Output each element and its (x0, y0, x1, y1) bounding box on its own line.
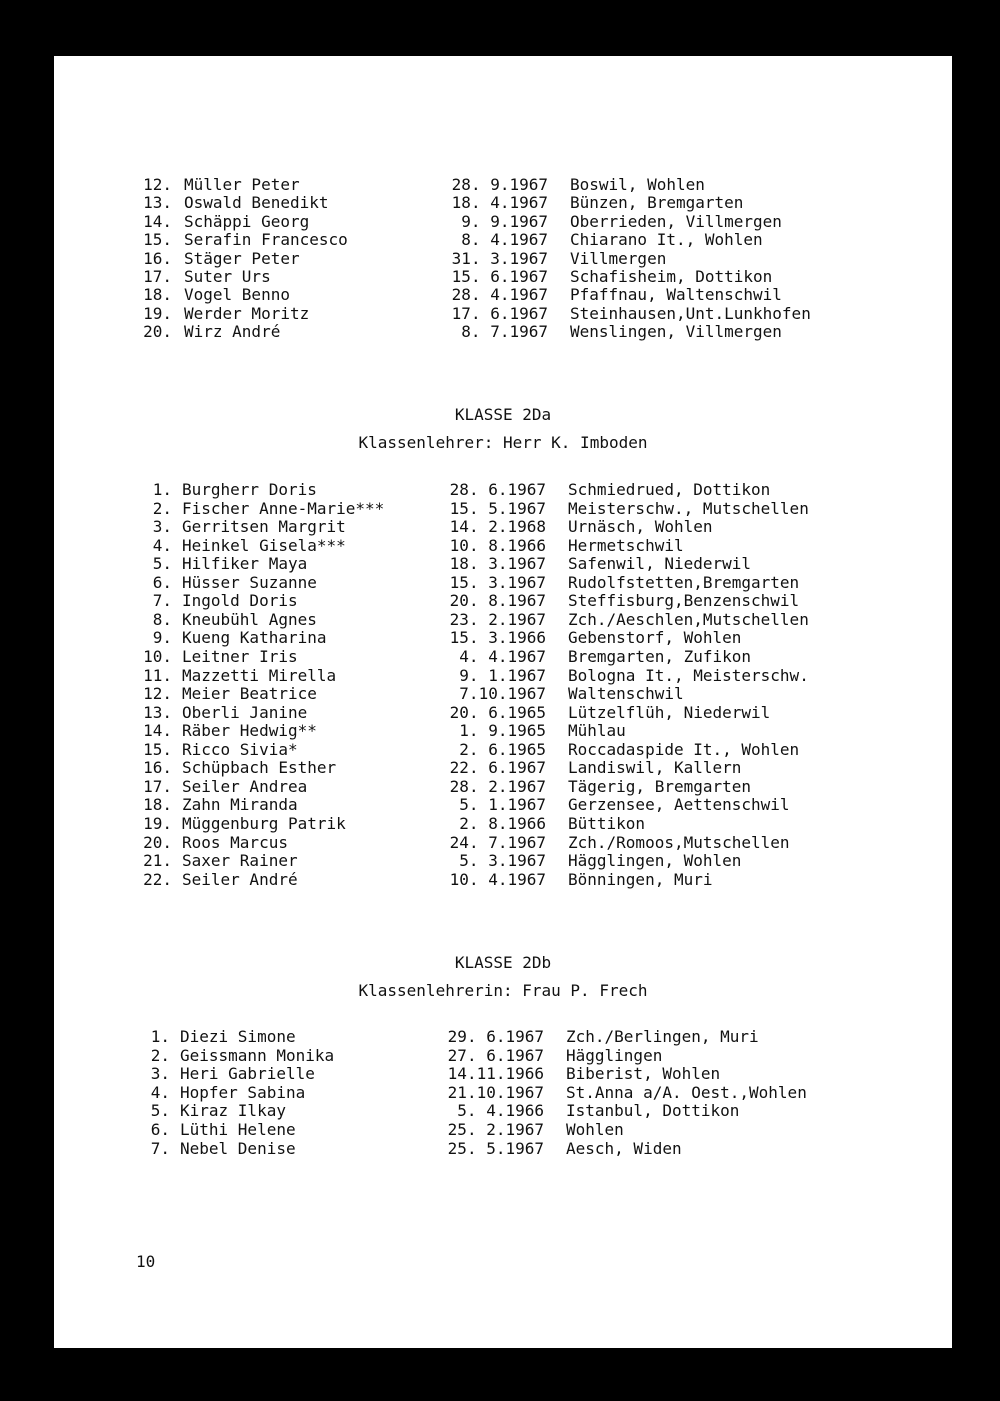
student-row (54, 323, 952, 341)
student-name: Hopfer Sabina (180, 1082, 306, 1102)
student-name: Schüpbach Esther (182, 758, 337, 778)
origin-residence: Istanbul, Dottikon (566, 1101, 740, 1121)
origin-residence: Safenwil, Niederwil (568, 554, 752, 574)
origin-residence: Schmiedrued, Dottikon (568, 480, 771, 499)
student-name: Kueng Katharina (182, 628, 327, 648)
student-name: Serafin Francesco (184, 230, 348, 250)
birth-date: 8. 7.1967 (461, 322, 548, 342)
row-number: 7. (150, 1138, 170, 1158)
row-number: 1. (152, 480, 172, 499)
birth-date: 8. 4.1967 (461, 230, 548, 250)
student-name: Burgherr Doris (182, 480, 317, 499)
origin-residence: Zch./Romoos,Mutschellen (568, 832, 790, 852)
student-row (54, 741, 952, 759)
row-number: 10. (143, 647, 172, 666)
student-row (54, 286, 952, 304)
student-name: Suter Urs (184, 267, 271, 286)
student-name: Schäppi Georg (184, 211, 310, 231)
origin-residence: Schafisheim, Dottikon (570, 267, 773, 286)
student-name: Lüthi Helene (180, 1120, 296, 1139)
row-number: 22. (143, 869, 172, 889)
row-number: 16. (143, 758, 172, 778)
student-name: Oswald Benedikt (184, 193, 329, 213)
birth-date: 28. 9.1967 (451, 175, 548, 194)
student-row (54, 1065, 952, 1083)
student-row (54, 685, 952, 703)
origin-residence: Hägglingen, Wohlen (568, 851, 742, 870)
birth-date: 25. 2.1967 (447, 1120, 544, 1139)
birth-date: 28. 4.1967 (451, 285, 548, 305)
student-row (54, 852, 952, 870)
birth-date: 14. 2.1968 (449, 517, 546, 537)
birth-date: 29. 6.1967 (447, 1027, 544, 1046)
row-number: 6. (150, 1120, 170, 1139)
student-row (54, 815, 952, 833)
origin-residence: Boswil, Wohlen (570, 175, 705, 194)
origin-residence: Bologna It., Meisterschw. (568, 665, 809, 685)
student-row (54, 176, 952, 194)
birth-date: 2. 8.1966 (459, 813, 546, 833)
birth-date: 9. 1.1967 (459, 665, 546, 685)
student-name: Ricco Sivia* (182, 739, 298, 759)
row-number: 17. (143, 267, 172, 286)
row-number: 1. (150, 1027, 170, 1046)
student-name: Oberli Janine (182, 702, 308, 722)
row-number: 3. (152, 517, 172, 537)
student-name: Geissmann Monika (180, 1045, 335, 1065)
student-name: Heri Gabrielle (180, 1064, 315, 1084)
student-name: Müller Peter (184, 175, 300, 194)
student-row (54, 778, 952, 796)
birth-date: 21.10.1967 (447, 1082, 544, 1102)
row-number: 19. (143, 303, 172, 323)
birth-date: 15. 5.1967 (449, 498, 546, 518)
row-number: 2. (152, 498, 172, 518)
row-number: 16. (143, 248, 172, 268)
student-name: Hilfiker Maya (182, 554, 308, 574)
row-number: 13. (143, 702, 172, 722)
student-name: Seiler André (182, 869, 298, 889)
student-row (54, 537, 952, 555)
student-row (54, 1084, 952, 1102)
row-number: 17. (143, 776, 172, 796)
birth-date: 22. 6.1967 (449, 758, 546, 778)
birth-date: 15. 6.1967 (451, 267, 548, 286)
origin-residence: Lützelflüh, Niederwil (568, 702, 771, 722)
student-row (54, 667, 952, 685)
student-row (54, 796, 952, 814)
origin-residence: Wenslingen, Villmergen (570, 322, 782, 342)
origin-residence: Büttikon (568, 813, 646, 833)
student-row (54, 213, 952, 231)
student-name: Kneubühl Agnes (182, 609, 317, 629)
student-row (54, 194, 952, 212)
origin-residence: Aesch, Widen (566, 1138, 682, 1158)
birth-date: 1. 9.1965 (459, 721, 546, 741)
student-name: Zahn Miranda (182, 795, 298, 815)
row-number: 15. (143, 230, 172, 250)
birth-date: 27. 6.1967 (447, 1045, 544, 1065)
row-number: 6. (152, 572, 172, 592)
student-row (54, 1028, 952, 1046)
student-name: Leitner Iris (182, 647, 298, 666)
origin-residence: Meisterschw., Mutschellen (568, 498, 809, 518)
birth-date: 18. 3.1967 (449, 554, 546, 574)
student-name: Ingold Doris (182, 591, 298, 611)
student-row (54, 518, 952, 536)
document-page (54, 56, 952, 1348)
row-number: 3. (150, 1064, 170, 1084)
birth-date: 20. 8.1967 (449, 591, 546, 611)
origin-residence: Bremgarten, Zufikon (568, 647, 752, 666)
birth-date: 15. 3.1967 (449, 572, 546, 592)
row-number: 8. (152, 609, 172, 629)
row-number: 13. (143, 193, 172, 213)
origin-residence: Pfaffnau, Waltenschwil (570, 285, 782, 305)
class-2db-title: KLASSE 2Db (454, 953, 552, 972)
student-name: Diezi Simone (180, 1027, 296, 1046)
row-number: 18. (143, 795, 172, 815)
origin-residence: Hägglingen (566, 1045, 663, 1065)
class-2da-title: KLASSE 2Da (454, 405, 552, 424)
birth-date: 28. 6.1967 (449, 480, 546, 499)
student-row (54, 500, 952, 518)
student-row (54, 231, 952, 249)
student-row (54, 268, 952, 286)
student-row (54, 722, 952, 740)
origin-residence: Oberrieden, Villmergen (570, 211, 782, 231)
row-number: 11. (143, 665, 172, 685)
student-row (54, 871, 952, 889)
student-name: Räber Hedwig** (182, 721, 317, 741)
row-number: 20. (143, 322, 172, 342)
class-2db-teacher: Klassenlehrerin: Frau P. Frech (358, 981, 648, 1000)
birth-date: 14.11.1966 (447, 1064, 544, 1084)
birth-date: 9. 9.1967 (461, 211, 548, 231)
student-name: Seiler Andrea (182, 776, 308, 796)
student-row (54, 648, 952, 666)
origin-residence: Roccadaspide It., Wohlen (568, 739, 800, 759)
class-2da-teacher: Klassenlehrer: Herr K. Imboden (358, 433, 648, 452)
row-number: 5. (150, 1101, 170, 1121)
birth-date: 10. 8.1966 (449, 535, 546, 555)
row-number: 2. (150, 1045, 170, 1065)
student-row (54, 704, 952, 722)
birth-date: 7.10.1967 (459, 684, 546, 703)
origin-residence: Mühlau (568, 721, 626, 741)
student-row (54, 1121, 952, 1139)
student-row (54, 250, 952, 268)
origin-residence: Landiswil, Kallern (568, 758, 742, 778)
row-number: 12. (143, 175, 172, 194)
row-number: 18. (143, 285, 172, 305)
origin-residence: St.Anna a/A. Oest.,Wohlen (566, 1082, 807, 1102)
origin-residence: Bünzen, Bremgarten (570, 193, 744, 213)
student-row (54, 1047, 952, 1065)
origin-residence: Gebenstorf, Wohlen (568, 628, 742, 648)
row-number: 14. (143, 721, 172, 741)
student-name: Hüsser Suzanne (182, 572, 317, 592)
birth-date: 10. 4.1967 (449, 869, 546, 889)
student-name: Saxer Rainer (182, 851, 298, 870)
birth-date: 24. 7.1967 (449, 832, 546, 852)
row-number: 5. (152, 554, 172, 574)
birth-date: 18. 4.1967 (451, 193, 548, 213)
student-row (54, 1102, 952, 1120)
student-row (54, 592, 952, 610)
student-row (54, 574, 952, 592)
row-number: 14. (143, 211, 172, 231)
origin-residence: Wohlen (566, 1120, 624, 1139)
origin-residence: Biberist, Wohlen (566, 1064, 721, 1084)
origin-residence: Gerzensee, Aettenschwil (568, 795, 790, 815)
student-name: Heinkel Gisela*** (182, 535, 346, 555)
origin-residence: Steffisburg,Benzenschwil (568, 591, 800, 611)
student-name: Roos Marcus (182, 832, 288, 852)
row-number: 12. (143, 684, 172, 703)
row-number: 15. (143, 739, 172, 759)
student-row (54, 834, 952, 852)
origin-residence: Rudolfstetten,Bremgarten (568, 572, 800, 592)
birth-date: 4. 4.1967 (459, 647, 546, 666)
birth-date: 23. 2.1967 (449, 609, 546, 629)
birth-date: 28. 2.1967 (449, 776, 546, 796)
origin-residence: Tägerig, Bremgarten (568, 776, 752, 796)
row-number: 4. (152, 535, 172, 555)
row-number: 4. (150, 1082, 170, 1102)
student-name: Müggenburg Patrik (182, 813, 346, 833)
student-row (54, 629, 952, 647)
birth-date: 20. 6.1965 (449, 702, 546, 722)
student-name: Kiraz Ilkay (180, 1101, 286, 1121)
row-number: 7. (152, 591, 172, 611)
student-name: Mazzetti Mirella (182, 665, 337, 685)
origin-residence: Steinhausen,Unt.Lunkhofen (570, 303, 811, 323)
origin-residence: Waltenschwil (568, 684, 684, 703)
origin-residence: Urnäsch, Wohlen (568, 517, 713, 537)
birth-date: 2. 6.1965 (459, 739, 546, 759)
birth-date: 5. 1.1967 (459, 795, 546, 815)
student-row (54, 759, 952, 777)
student-row (54, 305, 952, 323)
origin-residence: Chiarano It., Wohlen (570, 230, 763, 250)
row-number: 9. (152, 628, 172, 648)
student-row (54, 1140, 952, 1158)
row-number: 19. (143, 813, 172, 833)
student-name: Stäger Peter (184, 248, 300, 268)
student-name: Nebel Denise (180, 1138, 296, 1158)
student-row (54, 555, 952, 573)
birth-date: 5. 3.1967 (459, 851, 546, 870)
row-number: 21. (143, 851, 172, 870)
birth-date: 17. 6.1967 (451, 303, 548, 323)
page-number: 10 (136, 1252, 156, 1271)
birth-date: 5. 4.1966 (457, 1101, 544, 1121)
origin-residence: Villmergen (570, 248, 667, 268)
birth-date: 25. 5.1967 (447, 1138, 544, 1158)
student-name: Werder Moritz (184, 303, 310, 323)
student-name: Vogel Benno (184, 285, 290, 305)
birth-date: 31. 3.1967 (451, 248, 548, 268)
origin-residence: Zch./Aeschlen,Mutschellen (568, 609, 809, 629)
student-name: Gerritsen Margrit (182, 517, 346, 537)
student-row (54, 611, 952, 629)
origin-residence: Hermetschwil (568, 535, 684, 555)
origin-residence: Zch./Berlingen, Muri (566, 1027, 759, 1046)
student-name: Fischer Anne-Marie*** (182, 498, 385, 518)
student-name: Wirz André (184, 322, 281, 342)
birth-date: 15. 3.1966 (449, 628, 546, 648)
student-name: Meier Beatrice (182, 684, 317, 703)
student-row (54, 481, 952, 499)
origin-residence: Bönningen, Muri (568, 869, 713, 889)
row-number: 20. (143, 832, 172, 852)
